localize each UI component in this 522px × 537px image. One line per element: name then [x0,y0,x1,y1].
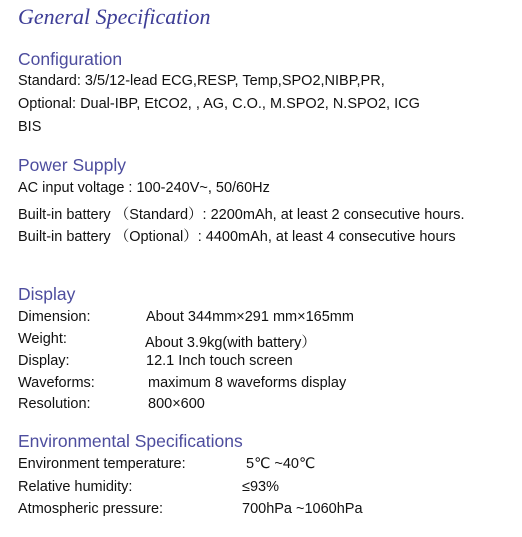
spec-value: 5℃ ~40℃ [246,456,316,472]
spec-label: Atmospheric pressure: [18,501,164,517]
power-ac-input-line: AC input voltage : 100-240V~, 50/60Hz [18,180,270,196]
spec-label: Dimension: [18,309,91,325]
configuration-optional-line: Optional: Dual-IBP, EtCO2, , AG, C.O., M.SPO2, N.SPO2, ICG [18,96,420,112]
spec-label: Waveforms: [18,375,95,391]
spec-value: 12.1 Inch touch screen [146,353,293,369]
configuration-bis-line: BIS [18,119,42,135]
configuration-standard-line: Standard: 3/5/12-lead ECG,RESP, Temp,SPO2,NIBP,PR, [18,73,385,89]
power-supply-heading: Power Supply [18,155,126,175]
spec-label: Resolution: [18,396,91,412]
spec-value: 700hPa ~1060hPa [242,501,363,517]
spec-value: ≤93% [242,479,279,495]
spec-label: Display: [18,353,70,369]
page-title: General Specification [18,4,211,29]
spec-value: About 3.9kg(with battery） [145,335,316,351]
spec-label: Weight: [18,331,67,347]
spec-value: 800×600 [148,396,205,412]
spec-label: Environment temperature: [18,456,186,472]
power-battery-standard-line: Built-in battery （Standard）: 2200mAh, at least 2 consecutive hours. [18,207,465,223]
spec-value: maximum 8 waveforms display [148,375,347,391]
environmental-heading: Environmental Specifications [18,431,243,451]
spec-label: Relative humidity: [18,479,133,495]
configuration-heading: Configuration [18,49,123,69]
display-heading: Display [18,284,76,304]
power-battery-optional-line: Built-in battery （Optional）: 4400mAh, at least 4 consecutive hours [18,229,456,245]
spec-value: About 344mm×291 mm×165mm [146,309,354,325]
